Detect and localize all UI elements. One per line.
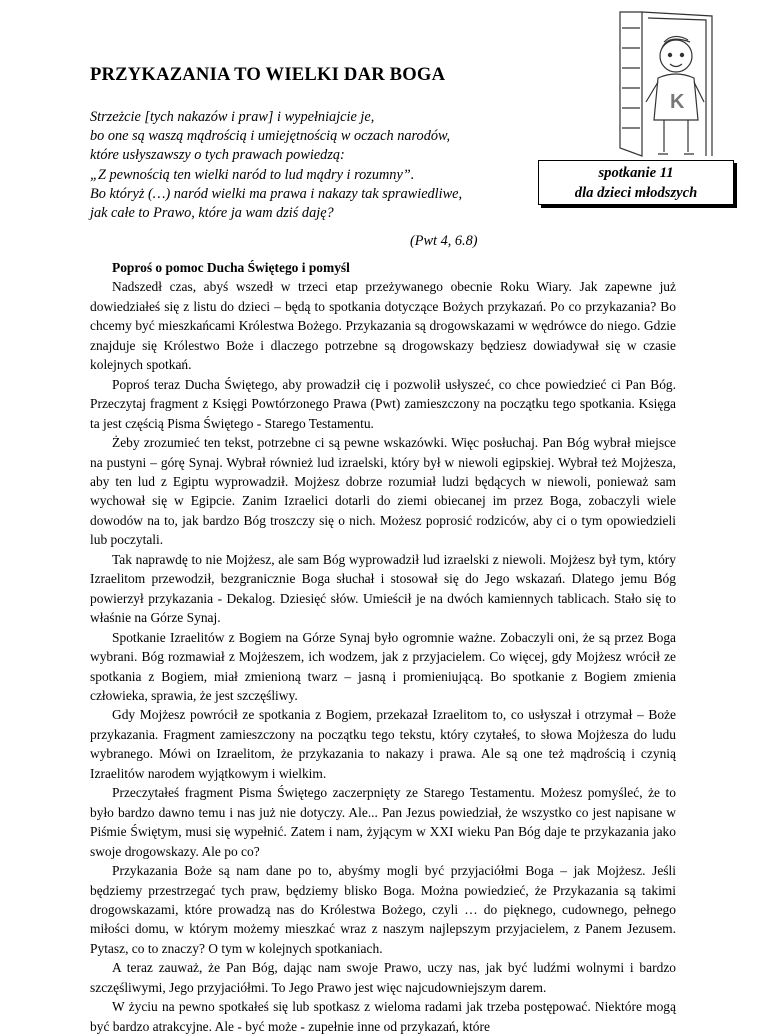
- epigraph-line: Strzeżcie [tych nakazów i praw] i wypełniajcie je,: [90, 109, 375, 125]
- paragraph: Przykazania Boże są nam dane po to, abyśmy mogli być przyjaciółmi Boga – jak Mojżesz. Jeśli będziemy przestrzegać tych praw, będziemy blisko Boga. Można powiedzieć, że Przykazania są takimi drogowskazami, które prowadzą nas do Królestwa Bożego, czyli … do pięknego, cudownego, pełnego miłości domu, w którym możemy mieszkać wraz z naszym najlepszym przyjacielem, z Panem Jezusem. Pytasz, co to znaczy? O tym w kolejnych spotkaniach.: [90, 863, 676, 956]
- epigraph-line: Bo któryż (…) naród wielki ma prawa i nakazy tak sprawiedliwe,: [90, 185, 463, 202]
- page-title: PRZYKAZANIA TO WIELKI DAR BOGA: [90, 64, 446, 85]
- paragraph: Tak naprawdę to nie Mojżesz, ale sam Bóg wyprowadził lud izraelski z niewoli. Mojżesz był tym, który Izraelitom przewodził, bezgranicznie Boga słuchał i stosował się do Jego wskazań. Dlatego jemu Bóg powierzył przykazania - Dekalog. Dziesięć słów. Umieścił je na dwóch kamiennych tablicach. Stało się to właśnie na Górze Synaj.: [90, 551, 676, 626]
- paragraph: Przeczytałeś fragment Pisma Świętego zaczerpnięty ze Starego Testamentu. Możesz pomyśleć, że to było bardzo dawno temu i nas już nie dotyczy. Ale... Pan Jezus powiedział, że wszystko co jest napisane w Piśmie Świętym, musi się wypełnić. Zatem i nam, żyjącym w XXI wieku Pan Bóg daje te przykazania jako swoje drogowskazy. Ale po co?: [90, 785, 676, 859]
- badge-line-2: dla dzieci młodszych: [574, 185, 698, 201]
- paragraph: A teraz zauważ, że Pan Bóg, dając nam swoje Prawo, uczy nas, jak być ludźmi wolnymi i bardzo szczęśliwymi, Jego przyjaciółmi. To Jego Prawo jest więc najcudowniejszym darem.: [90, 960, 676, 995]
- paragraph: W życiu na pewno spotkałeś się lub spotkasz z wieloma radami jak trzeba postępować. Niektóre mogą być bardzo atrakcyjne. Ale - być może - zupełnie inne od przykazań, które: [90, 999, 676, 1034]
- door-letter: K: [670, 91, 685, 113]
- paragraph: Poproś teraz Ducha Świętego, aby prowadził cię i pozwolił usłyszeć, co chce powiedzieć ci Pan Bóg. Przeczytaj fragment z Księgi Powtórzonego Prawa (Pwt) zamieszczony na początku tego spotkania. Księga ta jest częścią Pisma Świętego - Starego Testamentu.: [90, 376, 676, 431]
- epigraph: [90, 108, 530, 223]
- epigraph-citation: (Pwt 4, 6.8): [410, 233, 478, 249]
- section-heading: Poproś o pomoc Ducha Świętego i pomyśl: [112, 260, 350, 275]
- epigraph-line: które usłyszawszy o tych prawach powiedzą:: [90, 147, 345, 164]
- main-content: [90, 258, 676, 1036]
- epigraph-line: „Z pewnością ten wielki naród to lud mądry i rozumny”.: [90, 166, 415, 183]
- epigraph-line: bo one są waszą mądrością i umiejętnością w oczach narodów,: [90, 128, 451, 145]
- paragraph: Żeby zrozumieć ten tekst, potrzebne ci są pewne wskazówki. Więc posłuchaj. Pan Bóg wybrał miejsce na pustyni – górę Synaj. Wybrał również lud izraelski, który był w niewoli egipskiej. Wybrał też Mojżesza, aby ten lud z Egiptu wyprowadził. Mojżesz dobrze rozumiał ludzi będących w niewoli, ponieważ sam wychował się w Egipcie. Zanim Izraelici dotarli do ziemi obiecanej im przez Boga, zobaczyli wiele dowodów na to, jak bardzo Bóg troszczy się o nich. Możesz poprosić rodziców, aby ci o tym opowiedzieli lub poczytali.: [90, 435, 676, 548]
- meeting-badge: [538, 160, 734, 205]
- paragraph: Spotkanie Izraelitów z Bogiem na Górze Synaj było ogromnie ważne. Zobaczyli oni, że są przez Boga wybrani. Bóg rozmawiał z Mojżeszem, ich wodzem, jak z przyjacielem. Co więcej, gdy Mojżesz wrócił ze spotkania z Bogiem, miał zmienioną twarz – jasną i promieniującą. Bo spotkanie z Bogiem zmienia człowieka, sprawia, że jest szczęśliwy.: [90, 629, 676, 703]
- badge-line-1: spotkanie 11: [598, 165, 674, 181]
- paragraph: Nadszedł czas, abyś wszedł w trzeci etap przeżywanego obecnie Roku Wiary. Jak zapewne już dowiedziałeś się z listu do dzieci – będą to spotkania dotyczące Bożych przykazań. Po co przykazania? Bo chcemy być mieszkańcami Królestwa Bożego. Przykazania są drogowskazami w wędrówce do niego. Gdzie znajduje się Królestwo Boże i dlaczego potrzebne są drogowskazy będziesz dowiadywał się w czasie kolejnych spotkań.: [90, 279, 676, 373]
- epigraph-line: jak całe to Prawo, które ja wam dziś daję?: [90, 205, 334, 222]
- child-in-doorway-icon: [612, 8, 722, 158]
- paragraph: Gdy Mojżesz powrócił ze spotkania z Bogiem, przekazał Izraelitom to, co usłyszał i otrzymał – Boże przykazania. Fragment zamieszczony na początku tego tekstu, który czytałeś, to słowa Mojżesza do ludu wybranego. Mówi on Izraelitom, że przykazania to nakazy i prawa. Ale są one też mądrością i czynią Izraelitów narodem wyjątkowym i wielkim.: [90, 707, 676, 781]
